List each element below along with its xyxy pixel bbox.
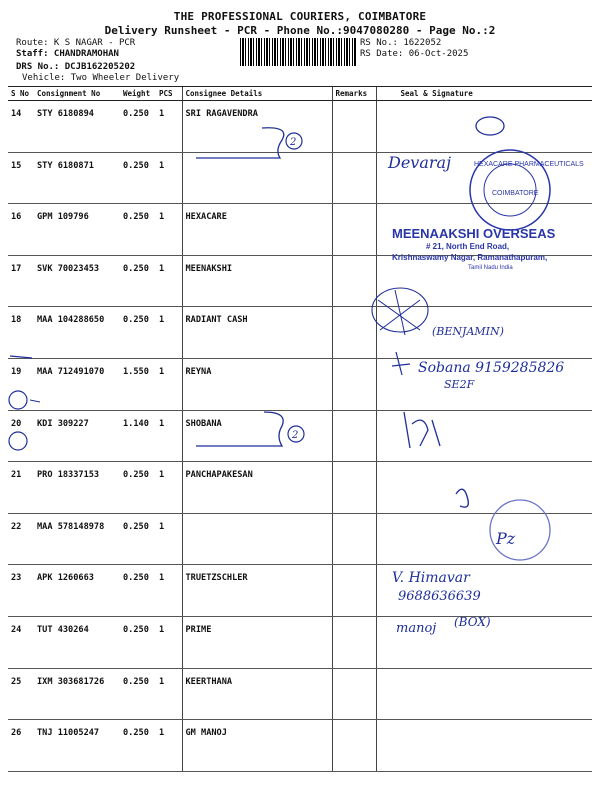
row-remarks [332,616,376,668]
table-row [8,616,592,668]
row-signature [376,720,592,772]
row-sno: 15 [8,152,34,204]
signature-shobana-code: SE2F [444,378,475,391]
row-pcs: 1 [156,307,182,359]
row-signature [376,101,592,153]
row-pcs: 1 [156,410,182,462]
row-weight: 0.250 [120,668,156,720]
row-consignee: PRIME [182,616,332,668]
row-consignee: SHOBANA [182,410,332,462]
row-pcs: 1 [156,152,182,204]
row-weight: 1.550 [120,358,156,410]
row-consignee: PANCHAPAKESAN [182,462,332,514]
row-sno: 23 [8,565,34,617]
row-sno: 22 [8,513,34,565]
rs-date: RS Date: 06-Oct-2025 [360,49,469,59]
row-weight: 1.140 [120,410,156,462]
row-pcs: 1 [156,101,182,153]
row-consignment: STY 6180871 [34,152,120,204]
col-consignment: Consignment No [34,87,120,101]
row-pcs: 1 [156,462,182,514]
row-consignee [182,152,332,204]
row-weight: 0.250 [120,462,156,514]
table-row [8,565,592,617]
signature-devaraj: Devaraj [388,153,452,172]
table-row [8,513,592,565]
row-sno: 25 [8,668,34,720]
row-remarks [332,255,376,307]
row-consignment: GPM 109796 [34,204,120,256]
row-weight: 0.250 [120,616,156,668]
row-remarks [332,565,376,617]
table-row [8,720,592,772]
row-remarks [332,720,376,772]
row-pcs: 1 [156,255,182,307]
col-sno: S No [8,87,34,101]
row-signature [376,204,592,256]
table-row [8,462,592,514]
row-weight: 0.250 [120,513,156,565]
route-label: Route: K S NAGAR - PCR [16,38,136,48]
row-remarks [332,410,376,462]
row-consignment: MAA 578148978 [34,513,120,565]
row-weight: 0.250 [120,152,156,204]
row-weight: 0.250 [120,307,156,359]
row-remarks [332,462,376,514]
runsheet-title: THE PROFESSIONAL COURIERS, COIMBATORE [173,10,427,23]
meenakshi-stamp-addr1: # 21, North End Road, [426,242,510,251]
row-signature [376,255,592,307]
row-consignee: SRI RAGAVENDRA [182,101,332,153]
row-consignment: TNJ 11005247 [34,720,120,772]
row-consignment: TUT 430264 [34,616,120,668]
row-weight: 0.250 [120,565,156,617]
row-consignment: IXM 303681726 [34,668,120,720]
row-signature [376,410,592,462]
pharma-stamp-text: HEXACARE PHARMACEUTICALS [474,161,584,168]
barcode [240,38,356,66]
meenakshi-stamp-addr3: Tamil Nadu India [468,265,513,271]
row-consignment: PRO 18337153 [34,462,120,514]
row-sno: 24 [8,616,34,668]
row-pcs: 1 [156,513,182,565]
row-pcs: 1 [156,668,182,720]
meenakshi-stamp-addr2: Krishnaswamy Nagar, Ramanathapuram, [392,253,548,262]
table-row [8,255,592,307]
table-row [8,152,592,204]
row-consignee: TRUETZSCHLER [182,565,332,617]
table-row [8,101,592,153]
row-remarks [332,307,376,359]
signature-manoj: manoj [396,621,437,636]
row-consignment: MAA 712491070 [34,358,120,410]
row-sno: 26 [8,720,34,772]
col-consignee: Consignee Details [182,87,332,101]
row-pcs: 1 [156,565,182,617]
meenakshi-stamp-name: MEENAAKSHI OVERSEAS [392,226,556,241]
row-consignment: SVK 70023453 [34,255,120,307]
table-row [8,410,592,462]
row-sno: 20 [8,410,34,462]
row-consignee: GM MANOJ [182,720,332,772]
pharma-stamp-city: COIMBATORE [492,190,539,197]
svg-text:2: 2 [292,430,299,441]
row-weight: 0.250 [120,204,156,256]
row-signature [376,668,592,720]
row-consignment: MAA 104288650 [34,307,120,359]
row-signature [376,152,592,204]
row-sno: 21 [8,462,34,514]
row-sno: 17 [8,255,34,307]
signature-prime: Pz [496,529,516,548]
row-signature [376,307,592,359]
row-signature [376,565,592,617]
svg-text:2: 2 [290,137,297,148]
col-pcs: PCS [156,87,182,101]
signature-box: (BOX) [454,615,491,629]
row-remarks [332,668,376,720]
row-remarks [332,152,376,204]
table-row [8,358,592,410]
row-consignment: APK 1260663 [34,565,120,617]
row-consignee [182,513,332,565]
row-signature [376,462,592,514]
row-remarks [332,204,376,256]
row-sno: 14 [8,101,34,153]
row-signature [376,513,592,565]
row-consignee: RADIANT CASH [182,307,332,359]
col-weight: Weight [120,87,156,101]
row-pcs: 1 [156,616,182,668]
row-consignee: MEENAKSHI [182,255,332,307]
row-pcs: 1 [156,358,182,410]
table-header-row [8,87,592,101]
table-row [8,307,592,359]
row-sno: 19 [8,358,34,410]
col-remarks: Remarks [332,87,376,101]
row-weight: 0.250 [120,255,156,307]
table-row [8,204,592,256]
row-consignee: HEXACARE [182,204,332,256]
runsheet-table [8,86,592,772]
signature-benjamin: (BENJAMIN) [432,325,504,338]
row-remarks [332,358,376,410]
row-signature [376,616,592,668]
row-consignment: STY 6180894 [34,101,120,153]
row-pcs: 1 [156,204,182,256]
signature-keerthana: V. Himavar [392,570,470,586]
signature-shobana: Sobana 9159285826 [418,360,565,376]
table-row [8,668,592,720]
row-weight: 0.250 [120,720,156,772]
row-sno: 16 [8,204,34,256]
col-seal-signature: Seal & Signature [376,87,592,101]
row-pcs: 1 [156,720,182,772]
phone-keerthana: 9688636639 [398,589,481,604]
vehicle-label: Vehicle: Two Wheeler Delivery [22,73,180,83]
row-sno: 18 [8,307,34,359]
row-remarks [332,101,376,153]
row-weight: 0.250 [120,101,156,153]
row-signature [376,358,592,410]
rs-number: RS No.: 1622052 [360,38,442,48]
row-consignee: REYNA [182,358,332,410]
runsheet-subtitle: Delivery Runsheet - PCR - Phone No.:9047080280 - Page No.:2 [104,24,496,37]
row-remarks [332,513,376,565]
drs-number: DRS No.: DCJB162205202 [16,62,136,72]
row-consignment: KDI 309227 [34,410,120,462]
row-consignee: KEERTHANA [182,668,332,720]
staff-label: Staff: CHANDRAMOHAN [16,49,119,59]
